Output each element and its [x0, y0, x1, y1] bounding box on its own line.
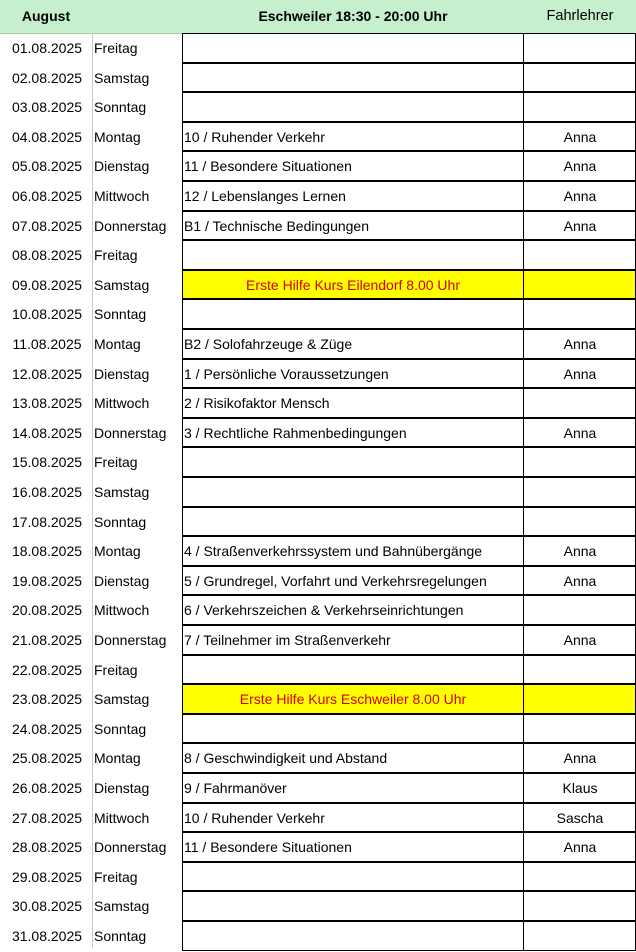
table-row: [0, 743, 636, 773]
teacher-label: [524, 891, 636, 921]
teacher-label: Anna: [563, 158, 597, 175]
table-row: [0, 477, 636, 507]
date-cell: 17.08.2025: [11, 513, 83, 530]
teacher-label: Anna: [563, 365, 597, 382]
teacher-label: [524, 507, 636, 537]
lesson-label: [184, 921, 522, 951]
teacher-label: Anna: [563, 217, 597, 234]
lesson-label: [184, 63, 522, 93]
lesson-label: 6 / Verkehrszeichen & Verkehrseinrichtungen: [184, 602, 464, 619]
date-cell: 23.08.2025: [11, 691, 83, 708]
weekday-cell: Dienstag: [94, 780, 150, 796]
table-row: [0, 921, 636, 951]
date-cell: 09.08.2025: [11, 276, 83, 293]
teacher-label: [524, 299, 636, 329]
date-cell: 12.08.2025: [11, 365, 83, 382]
weekday-cell: Dienstag: [94, 365, 150, 382]
date-cell: 24.08.2025: [11, 720, 83, 737]
table-row: [0, 33, 636, 63]
date-cell: 03.08.2025: [11, 99, 83, 116]
lesson-label: 10 / Ruhender Verkehr: [184, 809, 325, 826]
lesson-label: B2 / Solofahrzeuge & Züge: [184, 336, 353, 352]
weekday-cell: Montag: [94, 128, 141, 145]
teacher-label: [524, 684, 636, 714]
teacher-header: Fahrlehrer: [546, 8, 614, 24]
table-row: [0, 566, 636, 596]
weekday-cell: Sonntag: [94, 513, 147, 530]
date-cell: 18.08.2025: [11, 543, 83, 560]
lesson-label: [184, 862, 522, 892]
lesson-label: 10 / Ruhender Verkehr: [184, 128, 325, 145]
weekday-cell: Freitag: [94, 40, 138, 56]
lesson-label: 9 / Fahrmanöver: [184, 780, 287, 796]
weekday-cell: Mittwoch: [94, 188, 150, 204]
weekday-cell: Montag: [94, 543, 141, 560]
lesson-label: [184, 655, 522, 685]
date-cell: 06.08.2025: [11, 188, 83, 204]
table-row: [0, 536, 636, 566]
table-row: [0, 418, 636, 448]
teacher-label: [524, 33, 636, 63]
date-cell: 05.08.2025: [11, 158, 83, 175]
teacher-label: [524, 921, 636, 951]
teacher-label: Sascha: [556, 809, 604, 826]
event-label: Erste Hilfe Kurs Eschweiler 8.00 Uhr: [239, 691, 467, 708]
date-cell: 19.08.2025: [11, 572, 83, 589]
teacher-label: [524, 595, 636, 625]
date-cell: 01.08.2025: [11, 40, 83, 56]
lesson-label: 3 / Rechtliche Rahmenbedingungen: [184, 424, 407, 441]
date-cell: 16.08.2025: [11, 484, 83, 500]
table-row: [0, 122, 636, 152]
weekday-cell: Samstag: [94, 691, 150, 708]
lesson-label: 2 / Risikofaktor Mensch: [184, 395, 330, 412]
table-row: [0, 181, 636, 211]
lesson-label: [184, 477, 522, 507]
teacher-label: Anna: [563, 336, 597, 352]
teacher-label: [524, 447, 636, 477]
teacher-label: [524, 240, 636, 270]
lesson-label: 12 / Lebenslanges Lernen: [184, 188, 346, 204]
table-row: [0, 359, 636, 389]
teacher-label: [524, 92, 636, 122]
weekday-cell: Donnerstag: [94, 217, 167, 234]
table-row: [0, 151, 636, 181]
lesson-label: 1 / Persönliche Voraussetzungen: [184, 365, 389, 382]
lesson-label: 11 / Besondere Situationen: [184, 158, 352, 175]
weekday-cell: Freitag: [94, 868, 138, 885]
table-row: [0, 270, 636, 300]
weekday-cell: Samstag: [94, 69, 150, 86]
table-row: [0, 447, 636, 477]
weekday-cell: Freitag: [94, 247, 138, 264]
table-row: [0, 329, 636, 359]
weekday-cell: Sonntag: [94, 306, 147, 323]
teacher-label: [524, 270, 636, 300]
teacher-label: [524, 388, 636, 418]
teacher-label: [524, 63, 636, 93]
weekday-cell: Dienstag: [94, 572, 150, 589]
teacher-label: Anna: [563, 572, 597, 589]
table-row: [0, 655, 636, 685]
table-row: [0, 625, 636, 655]
weekday-cell: Dienstag: [94, 158, 150, 175]
date-cell: 15.08.2025: [11, 454, 83, 471]
date-cell: 22.08.2025: [11, 661, 83, 678]
date-cell: 20.08.2025: [11, 602, 83, 619]
date-cell: 31.08.2025: [11, 928, 83, 944]
weekday-cell: Freitag: [94, 661, 138, 678]
lesson-label: [184, 891, 522, 921]
header-row: [0, 0, 636, 34]
month-header: August: [21, 8, 71, 24]
teacher-label: [524, 477, 636, 507]
table-row: [0, 299, 636, 329]
lesson-label: 5 / Grundregel, Vorfahrt und Verkehrsregelungen: [184, 572, 487, 589]
date-cell: 30.08.2025: [11, 898, 83, 915]
date-cell: 26.08.2025: [11, 780, 83, 796]
table-row: [0, 507, 636, 537]
weekday-cell: Donnerstag: [94, 839, 167, 856]
teacher-label: Anna: [563, 543, 597, 560]
weekday-cell: Donnerstag: [94, 424, 167, 441]
teacher-label: [524, 714, 636, 744]
weekday-cell: Mittwoch: [94, 602, 150, 619]
date-cell: 10.08.2025: [11, 306, 83, 323]
date-cell: 13.08.2025: [11, 395, 83, 412]
teacher-label: Klaus: [562, 780, 598, 796]
lesson-label: [184, 299, 522, 329]
table-row: [0, 891, 636, 921]
weekday-cell: Donnerstag: [94, 632, 167, 648]
weekday-cell: Montag: [94, 336, 141, 352]
lesson-label: 7 / Teilnehmer im Straßenverkehr: [184, 632, 391, 648]
date-cell: 07.08.2025: [11, 217, 83, 234]
table-row: [0, 388, 636, 418]
date-cell: 27.08.2025: [11, 809, 83, 826]
table-row: [0, 832, 636, 862]
lesson-label: 4 / Straßenverkehrssystem und Bahnübergänge: [184, 543, 483, 560]
date-cell: 29.08.2025: [11, 868, 83, 885]
lesson-label: B1 / Technische Bedingungen: [184, 217, 369, 234]
weekday-cell: Samstag: [94, 276, 150, 293]
lesson-label: [184, 447, 522, 477]
table-row: [0, 803, 636, 833]
teacher-label: Anna: [563, 128, 597, 145]
table-row: [0, 862, 636, 892]
lesson-label: [184, 714, 522, 744]
teacher-label: Anna: [563, 839, 597, 856]
table-row: [0, 92, 636, 122]
location-header: Eschweiler 18:30 - 20:00 Uhr: [258, 8, 448, 24]
table-row: [0, 714, 636, 744]
weekday-cell: Freitag: [94, 454, 138, 471]
table-row: [0, 595, 636, 625]
lesson-label: [184, 507, 522, 537]
table-row: [0, 211, 636, 241]
lesson-label: 11 / Besondere Situationen: [184, 839, 352, 856]
date-cell: 11.08.2025: [12, 336, 82, 352]
weekday-cell: Mittwoch: [94, 395, 150, 412]
date-cell: 25.08.2025: [11, 750, 83, 767]
lesson-label: [184, 240, 522, 270]
event-label: Erste Hilfe Kurs Eilendorf 8.00 Uhr: [246, 276, 460, 293]
weekday-cell: Montag: [94, 750, 141, 767]
lesson-label: [184, 92, 522, 122]
lesson-label: 8 / Geschwindigkeit und Abstand: [184, 750, 388, 767]
table-row: [0, 684, 636, 714]
teacher-label: Anna: [563, 188, 597, 204]
teacher-label: Anna: [563, 750, 597, 767]
date-cell: 14.08.2025: [11, 424, 83, 441]
teacher-label: Anna: [563, 424, 597, 441]
weekday-cell: Samstag: [94, 484, 150, 500]
teacher-label: Anna: [563, 632, 597, 648]
table-row: [0, 63, 636, 93]
weekday-cell: Mittwoch: [94, 809, 150, 826]
weekday-cell: Sonntag: [94, 99, 147, 116]
teacher-label: [524, 862, 636, 892]
weekday-cell: Sonntag: [94, 928, 147, 944]
date-cell: 02.08.2025: [11, 69, 83, 86]
date-cell: 04.08.2025: [11, 128, 83, 145]
table-row: [0, 240, 636, 270]
weekday-cell: Sonntag: [94, 720, 147, 737]
weekday-cell: Samstag: [94, 898, 150, 915]
date-cell: 28.08.2025: [11, 839, 83, 856]
date-cell: 21.08.2025: [11, 632, 83, 648]
date-cell: 08.08.2025: [11, 247, 83, 264]
teacher-label: [524, 655, 636, 685]
table-row: [0, 773, 636, 803]
lesson-label: [184, 33, 522, 63]
